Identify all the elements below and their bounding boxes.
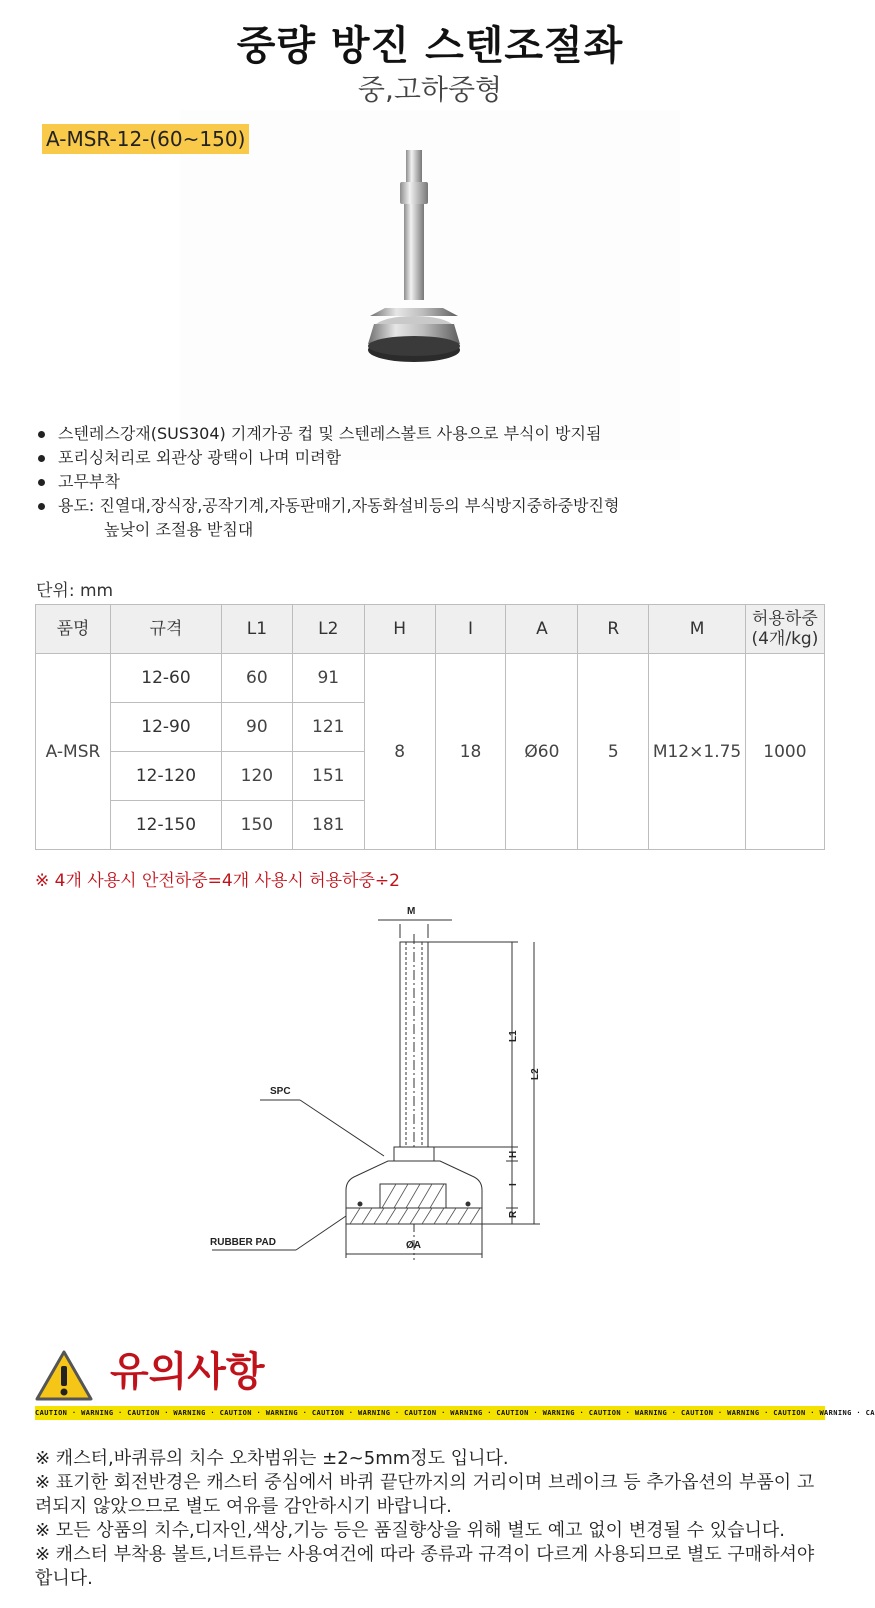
dim-label-m: M <box>407 906 416 917</box>
cell-l2: 151 <box>292 752 364 801</box>
page-subtitle: 중,고하중형 <box>357 73 503 106</box>
cell-load: 1000 <box>745 654 824 850</box>
notes-section <box>35 1447 830 1591</box>
note-item: ※ 캐스터,바퀴류의 치수 오차범위는 ±2~5mm정도 입니다. <box>35 1448 509 1469</box>
spec-table <box>35 604 825 850</box>
dim-label-a: ØA <box>406 1240 421 1251</box>
feature-item: 스텐레스강재(SUS304) 기계가공 컵 및 스텐레스볼트 사용으로 부식이 방지됨 <box>36 422 836 446</box>
cell-r: 5 <box>578 654 649 850</box>
cell-m: M12×1.75 <box>649 654 746 850</box>
cell-product-name: A-MSR <box>36 654 111 850</box>
cell-h: 8 <box>364 654 435 850</box>
cell-l1: 60 <box>221 654 292 703</box>
cell-l1: 150 <box>221 801 292 850</box>
cell-a: Ø60 <box>506 654 578 850</box>
note-item: ※ 표기한 회전반경은 캐스터 중심에서 바퀴 끝단까지의 거리이며 브레이크 등 추가옵션의 부품이 고려되지 않았으므로 별도 여유를 감안하시기 바랍니다. <box>35 1472 815 1517</box>
feature-usage-continued: 높낮이 조절용 받침대 <box>104 520 254 539</box>
warning-triangle-icon <box>34 1345 94 1407</box>
feature-item <box>36 494 836 542</box>
col-header-load-line2: (4개/kg) <box>751 629 819 649</box>
col-header-load-line1: 허용하중 <box>752 609 818 629</box>
col-header-h: H <box>364 605 435 654</box>
label-rubber-pad: RUBBER PAD <box>210 1237 276 1248</box>
col-header-l2: L2 <box>292 605 364 654</box>
feature-usage-text: 용도: 진열대,장식장,공작기계,자동판매기,자동화설비등의 부식방지중하중방진형 <box>58 496 620 515</box>
col-header-size: 규격 <box>110 605 221 654</box>
table-row <box>36 654 825 703</box>
cell-l2: 121 <box>292 703 364 752</box>
feature-item: 포리싱처리로 외관상 광택이 나며 미려함 <box>36 446 836 470</box>
feature-item: 고무부착 <box>36 470 836 494</box>
dim-label-r: R <box>508 1210 519 1218</box>
dim-label-i: I <box>508 1183 519 1186</box>
col-header-i: I <box>435 605 506 654</box>
dim-label-h: H <box>508 1150 519 1158</box>
cell-l1: 120 <box>221 752 292 801</box>
cell-l2: 181 <box>292 801 364 850</box>
product-photo <box>180 110 680 460</box>
label-spc: SPC <box>270 1086 291 1097</box>
cell-i: 18 <box>435 654 506 850</box>
technical-drawing <box>200 906 580 1300</box>
dim-label-l1: L1 <box>508 1030 519 1042</box>
table-header-row <box>36 605 825 654</box>
cell-size: 12-90 <box>110 703 221 752</box>
col-header-name: 품명 <box>36 605 111 654</box>
model-tag: A-MSR-12-(60~150) <box>42 124 249 154</box>
note-item: ※ 모든 상품의 치수,디자인,색상,기능 등은 품질향상을 위해 별도 예고 없이 변경될 수 있습니다. <box>35 1520 785 1541</box>
cell-l1: 90 <box>221 703 292 752</box>
col-header-r: R <box>578 605 649 654</box>
cell-size: 12-150 <box>110 801 221 850</box>
page-title: 중량 방진 스텐조절좌 <box>236 23 624 69</box>
caution-tape: CAUTION · WARNING · CAUTION · WARNING · CAUTION · WARNING · CAUTION · WARNING · CAUTION · WARNING · CAUTION · WARNING · CAUTION · WARNING · CAUTION · WARNING · CAUTION · WARNING · CA <box>35 1406 825 1420</box>
col-header-load <box>745 605 824 654</box>
col-header-m: M <box>649 605 746 654</box>
cell-size: 12-60 <box>110 654 221 703</box>
feature-list <box>36 422 836 542</box>
cell-l2: 91 <box>292 654 364 703</box>
cell-size: 12-120 <box>110 752 221 801</box>
note-item: ※ 캐스터 부착용 볼트,너트류는 사용여건에 따라 종류과 규격이 다르게 사용되므로 별도 구매하셔야 합니다. <box>35 1544 815 1589</box>
load-note: ※ 4개 사용시 안전하중=4개 사용시 허용하중÷2 <box>35 871 400 891</box>
dim-label-l2: L2 <box>530 1068 541 1080</box>
unit-label: 단위: mm <box>36 581 114 601</box>
col-header-l1: L1 <box>221 605 292 654</box>
col-header-a: A <box>506 605 578 654</box>
caution-title: 유의사항 <box>110 1349 265 1395</box>
